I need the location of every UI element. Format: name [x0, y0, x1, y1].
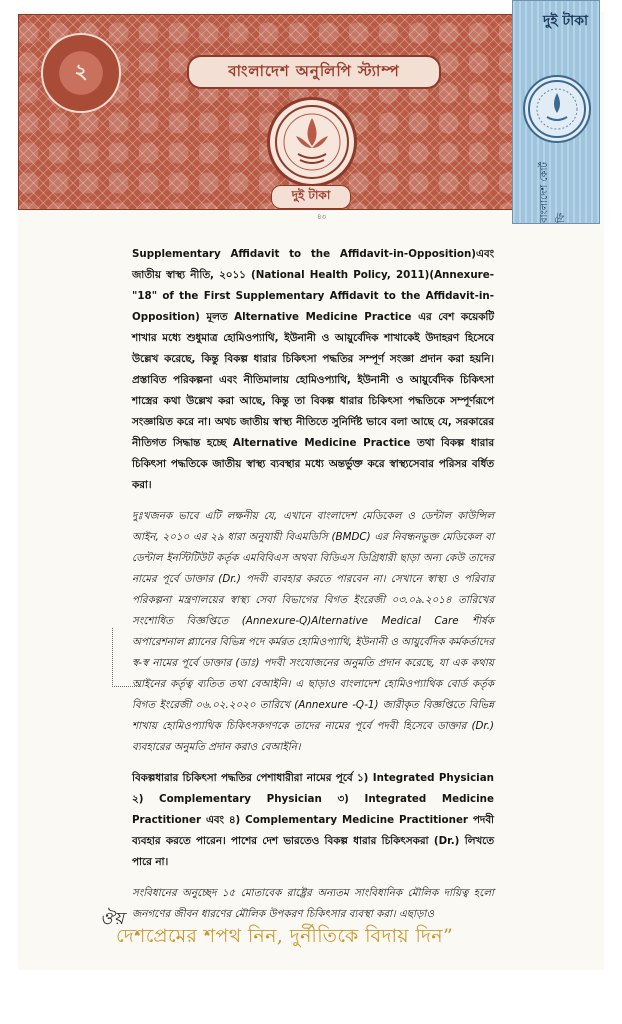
paragraph-constitution: সংবিধানের অনুচ্ছেদ ১৫ মোতাবেক রাষ্ট্রের অন্যতম সাংবিধানিক মৌলিক দায়িত্ব হলো জনগণের জীবন ধারণের মৌলিক উপকরণ চিকিৎসার ব্যবস্থা করা। এছাড়াও	[132, 887, 494, 920]
stamp-serial: ৪৩	[317, 213, 327, 221]
court-fee-stamp	[512, 0, 600, 224]
handwritten-initial: ঔয়	[100, 909, 124, 929]
stamp-title-banner	[187, 55, 441, 89]
document-body	[132, 244, 494, 925]
stamp-title: বাংলাদেশ অনুলিপি স্ট্যাম্প	[228, 61, 400, 80]
government-emblem-icon	[267, 97, 357, 187]
stamp-value-label	[271, 185, 351, 209]
footer-slogan: দেশপ্রেমের শপথ নিন, দুর্নীতিকে বিদায় দিন”	[116, 925, 454, 947]
paragraph-alternative-titles: বিকল্পধারার চিকিৎসা পদ্ধতির পেশাধারীরা নামের পূর্বে ১) Integrated Physician ২) Complementary Physician ৩) Integrated Medicine Practitioner এবং ৪) Complementary Medicine Practitioner পদবী ব্যবহার করতে পারেন। পাশের দেশ ভারতেও বিকল্প ধারার চিকিৎসকরা (Dr.) লিখতে পারে না।	[132, 772, 494, 868]
paragraph-doctor-title-usage: দুঃখজনক ভাবে এটি লক্ষনীয় যে, এখানে বাংলাদেশ মেডিকেল ও ডেন্টাল কাউন্সিল আইন, ২০১০ এর ২৯ ধারা অনুযায়ী বিএমডিসি (BMDC) এর নিবন্ধনভুক্ত মেডিকেল বা ডেন্টাল ইনস্টিটিউট কর্তৃক এমবিবিএস অথবা বিডিএস ডিগ্রিধারী ছাড়া অন্য কেউ তাদের নামের পূর্বে ডাক্তার (Dr.) পদবী ব্যবহার করতে পারবেন না। সেখানে স্বাস্থ্য ও পরিবার পরিকল্পনা মন্ত্রণালয়ের স্বাস্থ্য সেবা বিভাগের বিগত ইংরেজী ০৩.০৯.২০১৪ তারিখের সংশোধিত বিজ্ঞপ্তিতে (Annexure-Q)Alternative Medical Care শীর্ষক অপারেশনাল প্ল্যানের বিভিন্ন পদে কর্মরত হোমিওপ্যাথি, ইউনানী ও আয়ুর্বেদিক কর্মকর্তাদের স্ব-স্ব নামের পূর্বে ডাক্তার (ডাঃ) পদবী সংযোজনের অনুমতি প্রদান করেছে, যা এক কথায় আইনের কর্তৃত্ব ব্যতিত তথা বেআইনি। এ ছাড়াও বাংলাদেশ হোমিওপ্যাথিক বোর্ড কর্তৃক বিগত ইংরেজী ০৬.০২.২০২০ তারিখে (Annexure -Q-1) জারীকৃত বিজ্ঞপ্তিতে বিভিন্ন শাখায় হোমিওপ্যাথিক চিকিৎসকগণকে তাদের নামের পূর্বে পদবী হিসেবে ডাক্তার (Dr.) ব্যবহারের অনুমতি প্রদান করাও বেআইনি।	[132, 510, 494, 753]
court-fee-seal-icon	[523, 75, 591, 143]
margin-pen-mark	[112, 628, 141, 687]
stamp-value-text: দুই টাকা	[291, 188, 331, 202]
court-fee-text: বাংলাদেশ কোর্ট ফি	[539, 162, 567, 223]
court-fee-value: দুই টাকা	[543, 13, 589, 29]
non-judicial-stamp-header	[18, 14, 514, 221]
stamp-value-medallion	[41, 33, 121, 113]
stamp-corner-value: ২	[74, 58, 88, 83]
paragraph-national-health-policy: Supplementary Affidavit to the Affidavit-in-Opposition)এবং জাতীয় স্বাস্থ্য নীতি, ২০১১ (National Health Policy, 2011)(Annexure-"18" of the First Supplementary Affidavit to the Affidavit-in-Opposition) মূলত Alternative Medicine Practice এর বেশ কয়েকটি শাখার মধ্যে শুধুমাত্র হোমিওপ্যাথি, ইউনানী ও আয়ুর্বেদিক শাখাকেই উদাহরণ হিসেবে উল্লেখ করেছে, কিন্তু বিকল্প ধারার চিকিৎসা পদ্ধতির সম্পূর্ণ সংজ্ঞা প্রদান করা হয়নি। প্রস্তাবিত পরিকল্পনা এবং নীতিমালায় হোমিওপ্যাথি, ইউনানী ও আয়ুর্বেদিক চিকিৎসা শাস্ত্রের কথা উল্লেখ করা আছে, কিন্তু তা বিকল্প ধারার চিকিৎসা পদ্ধতিকে সম্পূর্ণরূপে সংজ্ঞায়িত করে না। অথচ জাতীয় স্বাস্থ্য নীতিতে সুনির্দিষ্ট ভাবে বলা আছে যে, সরকারের নীতিগত সিদ্ধান্ত হচ্ছে Alternative Medicine Practice তথা বিকল্প ধারার চিকিৎসা পদ্ধতিকে জাতীয় স্বাস্থ্য ব্যবস্থার মধ্যে অন্তর্ভুক্ত করে স্বাস্থ্যসেবার পরিসর বর্ধিত করা।	[132, 248, 494, 491]
